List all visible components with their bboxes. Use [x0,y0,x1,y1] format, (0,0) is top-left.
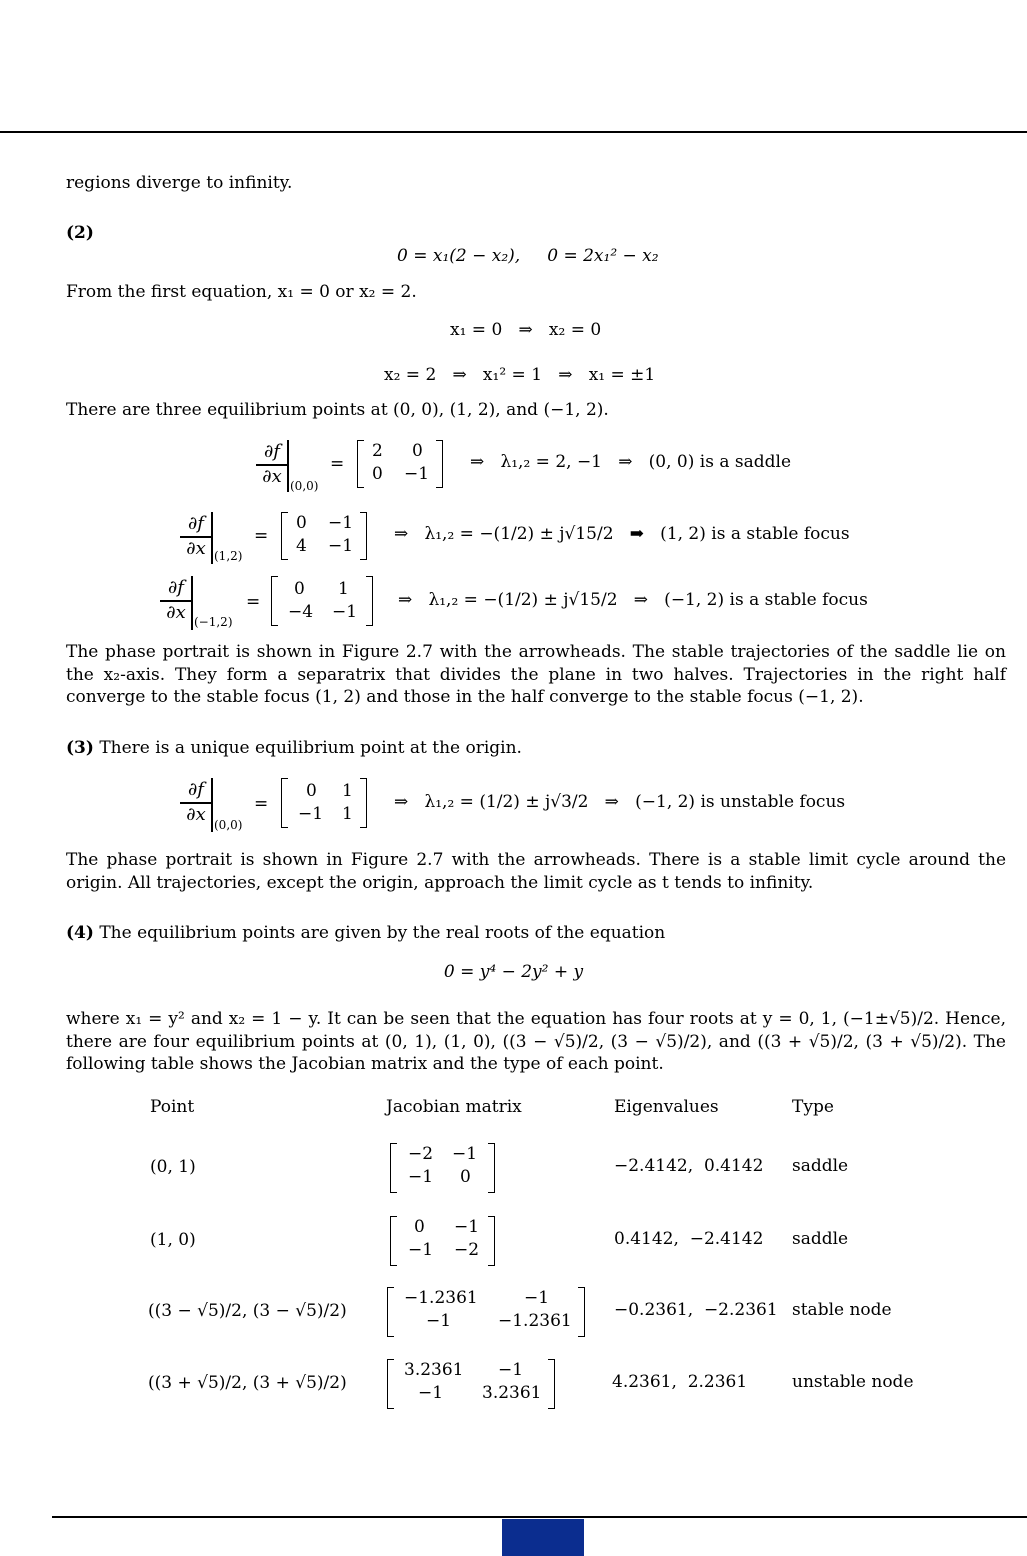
row-eigenvalues: 4.2361, 2.2361 [612,1372,748,1392]
matrix-cell: 0 [372,464,383,484]
right-bracket [366,576,373,626]
part4-label: (4) [66,923,94,943]
row-point: (1, 0) [150,1230,196,1250]
equals-sign: = [246,592,261,612]
equals-sign: = [330,454,345,474]
row-point: ((3 + √5)/2, (3 + √5)/2) [148,1373,347,1393]
jacobian-result: ⇒ λ₁,₂ = −(1/2) ± j√15/2 ⇒ (−1, 2) is a stable focus [398,590,868,610]
deriv-numerator: ∂f [264,441,280,462]
deriv-denominator: ∂x [186,804,206,825]
row-eigenvalues: −2.4142, 0.4142 [614,1156,764,1176]
row-point: (0, 1) [150,1157,196,1177]
right-bracket [548,1359,555,1409]
matrix-cell: −1 [524,1288,550,1308]
part2-three-points: There are three equilibrium points at (0, 0), (1, 2), and (−1, 2). [66,400,609,420]
matrix-cell: −1 [298,804,324,824]
part4-heading [66,922,665,944]
eval-point: (0,0) [290,479,319,493]
matrix-cell: −1.2361 [404,1288,478,1308]
matrix-cell: 0 [296,513,307,533]
deriv-denominator: ∂x [186,538,206,559]
left-bracket [281,512,288,560]
left-bracket [387,1359,394,1409]
matrix-cell: −1 [498,1360,524,1380]
matrix-cell: 3.2361 [482,1383,542,1403]
row-eigenvalues: 0.4142, −2.4142 [614,1229,764,1249]
row-type: unstable node [792,1372,914,1392]
left-bracket [390,1143,397,1193]
matrix-cell: −4 [288,602,314,622]
row-eigenvalues: −0.2361, −2.2361 [614,1300,778,1320]
deriv-numerator: ∂f [168,577,184,598]
equals-sign: = [254,526,269,546]
part2-case1: x₁ = 0 ⇒ x₂ = 0 [450,320,602,340]
matrix-cell: 4 [296,536,307,556]
part3-portrait-paragraph: The phase portrait is shown in Figure 2.7 with the arrowheads. There is a stable limit cycle around the origin. All trajectories, except the origin, approach the limit cycle as t tends to infinity. [66,850,1006,893]
eval-bar [287,440,289,492]
eval-point: (1,2) [214,549,243,563]
intro-line: regions diverge to infinity. [66,173,293,193]
header-type: Type [792,1097,834,1117]
right-bracket [360,778,367,828]
part3-intro: There is a unique equilibrium point at the origin. [99,738,522,758]
matrix-cell: −1 [332,602,358,622]
deriv-numerator: ∂f [188,513,204,534]
matrix-cell: −1 [408,1240,434,1260]
matrix-cell: −1 [328,513,354,533]
header-jacobian: Jacobian matrix [386,1097,522,1117]
eval-bar [211,778,213,832]
right-bracket [488,1143,495,1193]
matrix-cell: 0 [306,781,317,801]
page-number-block [502,1519,584,1556]
matrix-cell: −1 [454,1217,480,1237]
part4-roots-paragraph: where x₁ = y² and x₂ = 1 − y. It can be seen that the equation has four roots at y = 0, 1, (−1±√5)/2. Hence, there are four equilibrium points at (0, 1), (1, 0), ((3 − √5)/2, (3 − √5)/2), and ((3 + √5)/2, (3 + √5)/2). The following table shows the Jacobian matrix and the type of each point. [66,1009,1006,1074]
jacobian-result: ⇒ λ₁,₂ = (1/2) ± j√3/2 ⇒ (−1, 2) is unstable focus [394,792,846,812]
equals-sign: = [254,794,269,814]
matrix-cell: 0 [294,579,305,599]
eval-point: (−1,2) [194,615,233,629]
bottom-rule [52,1516,1027,1518]
matrix-cell: 1 [342,781,353,801]
matrix-cell: 3.2361 [404,1360,464,1380]
matrix-cell: −1 [426,1311,452,1331]
deriv-denominator: ∂x [262,466,282,487]
matrix-cell: −2 [454,1240,480,1260]
row-type: saddle [792,1156,849,1176]
jacobian-result: ⇒ λ₁,₂ = 2, −1 ⇒ (0, 0) is a saddle [470,452,791,472]
left-bracket [390,1216,397,1266]
matrix-cell: −1 [418,1383,444,1403]
right-bracket [488,1216,495,1266]
matrix-cell: −1 [328,536,354,556]
eval-bar [191,576,193,630]
matrix-cell: −1 [408,1167,434,1187]
part3-label: (3) [66,738,94,758]
matrix-cell: 1 [338,579,349,599]
right-bracket [360,512,367,560]
row-type: saddle [792,1229,849,1249]
eval-point: (0,0) [214,818,243,832]
part4-equation: 0 = y⁴ − 2y² + y [443,962,584,982]
row-point: ((3 − √5)/2, (3 − √5)/2) [148,1301,347,1321]
matrix-cell: 1 [342,804,353,824]
part2-portrait-paragraph: The phase portrait is shown in Figure 2.7 with the arrowheads. The stable trajectories of the saddle lie on the x₂-axis. They form a separatrix that divides the plane in two halves. Trajectories in the right half converge to the stable focus (1, 2) and those in the half converge to the stable focus (−1, 2). [66,642,1006,707]
row-type: stable node [792,1300,892,1320]
left-bracket [271,576,278,626]
part4-intro: The equilibrium points are given by the real roots of the equation [99,923,666,943]
part2-first-equation-text: From the first equation, x₁ = 0 or x₂ = 2. [66,282,417,302]
matrix-cell: 0 [412,441,423,461]
matrix-cell: −1 [404,464,430,484]
jacobian-result: ⇒ λ₁,₂ = −(1/2) ± j√15/2 ➡ (1, 2) is a stable focus [394,524,850,544]
right-bracket [436,440,443,488]
matrix-cell: 2 [372,441,383,461]
matrix-cell: −1 [452,1144,478,1164]
right-bracket [578,1287,585,1337]
matrix-cell: −1.2361 [498,1311,572,1331]
part2-case2: x₂ = 2 ⇒ x₁² = 1 ⇒ x₁ = ±1 [384,365,656,385]
part3-heading [66,737,522,759]
top-rule [0,131,1027,133]
left-bracket [357,440,364,488]
header-point: Point [150,1097,195,1117]
matrix-cell: −2 [408,1144,434,1164]
part2-main-equation: 0 = x₁(2 − x₂), 0 = 2x₁² − x₂ [397,246,659,266]
deriv-numerator: ∂f [188,779,204,800]
eval-bar [211,512,213,564]
part2-label: (2) [66,223,94,243]
matrix-cell: 0 [460,1167,471,1187]
left-bracket [387,1287,394,1337]
left-bracket [281,778,288,828]
deriv-denominator: ∂x [166,602,186,623]
matrix-cell: 0 [414,1217,425,1237]
header-eigenvalues: Eigenvalues [614,1097,719,1117]
